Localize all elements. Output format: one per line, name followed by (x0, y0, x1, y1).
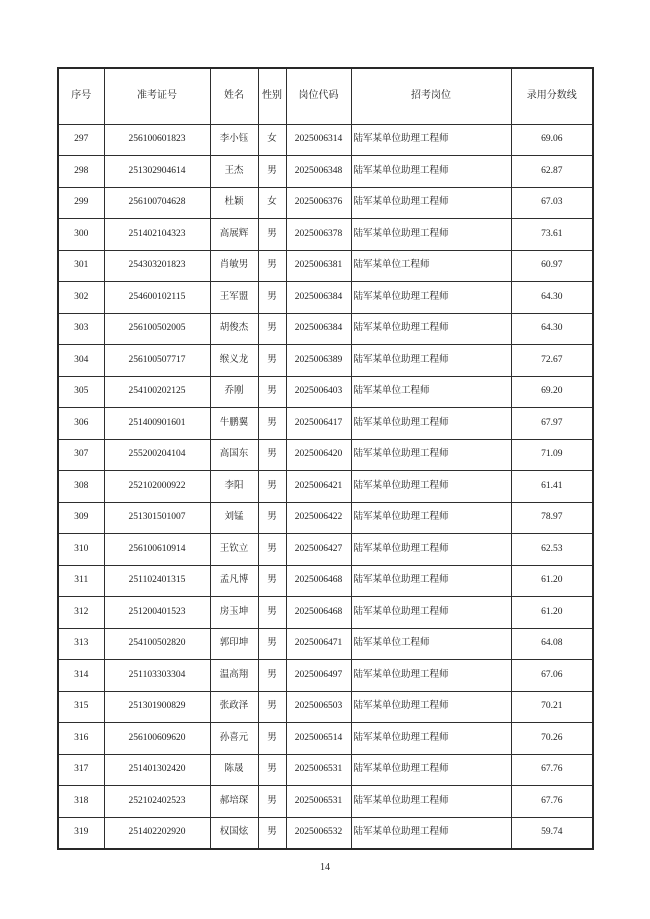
cell-score: 69.20 (511, 376, 593, 408)
cell-name: 李小钰 (210, 124, 258, 156)
table-row (58, 376, 593, 408)
cell-position-title: 陆军某单位助理工程师 (351, 439, 511, 471)
cell-index: 305 (58, 376, 104, 408)
cell-exam-id: 255200204104 (104, 439, 210, 471)
cell-score: 67.76 (511, 754, 593, 786)
cell-name: 乔刚 (210, 376, 258, 408)
cell-position-title: 陆军某单位助理工程师 (351, 660, 511, 692)
cell-position-title: 陆军某单位工程师 (351, 250, 511, 282)
table-row (58, 817, 593, 849)
cell-exam-id: 251402202920 (104, 817, 210, 849)
table-row (58, 565, 593, 597)
cell-position-code: 2025006468 (286, 597, 351, 629)
cell-position-code: 2025006384 (286, 313, 351, 345)
cell-position-title: 陆军某单位助理工程师 (351, 786, 511, 818)
cell-exam-id: 254303201823 (104, 250, 210, 282)
cell-index: 313 (58, 628, 104, 660)
cell-position-title: 陆军某单位工程师 (351, 376, 511, 408)
table-row (58, 282, 593, 314)
table-row (58, 471, 593, 503)
cell-position-title: 陆军某单位工程师 (351, 628, 511, 660)
cell-gender: 男 (258, 250, 286, 282)
cell-gender: 男 (258, 534, 286, 566)
header-cell-name: 姓名 (210, 68, 258, 124)
cell-position-title: 陆军某单位助理工程师 (351, 156, 511, 188)
cell-position-title: 陆军某单位助理工程师 (351, 219, 511, 251)
cell-name: 缑义龙 (210, 345, 258, 377)
cell-exam-id: 256100704628 (104, 187, 210, 219)
cell-gender: 男 (258, 156, 286, 188)
cell-position-title: 陆军某单位助理工程师 (351, 471, 511, 503)
cell-score: 72.67 (511, 345, 593, 377)
cell-index: 316 (58, 723, 104, 755)
cell-score: 61.20 (511, 597, 593, 629)
cell-name: 王钦立 (210, 534, 258, 566)
cell-position-code: 2025006403 (286, 376, 351, 408)
cell-name: 刘锰 (210, 502, 258, 534)
cell-name: 杜颖 (210, 187, 258, 219)
cell-position-title: 陆军某单位助理工程师 (351, 817, 511, 849)
cell-score: 70.26 (511, 723, 593, 755)
cell-name: 郝培琛 (210, 786, 258, 818)
cell-gender: 男 (258, 597, 286, 629)
cell-gender: 女 (258, 124, 286, 156)
cell-index: 312 (58, 597, 104, 629)
table-row (58, 345, 593, 377)
cell-gender: 女 (258, 187, 286, 219)
cell-exam-id: 251301900829 (104, 691, 210, 723)
cell-gender: 男 (258, 313, 286, 345)
cell-gender: 男 (258, 691, 286, 723)
cell-gender: 男 (258, 376, 286, 408)
cell-index: 300 (58, 219, 104, 251)
cell-position-title: 陆军某单位助理工程师 (351, 313, 511, 345)
cell-index: 317 (58, 754, 104, 786)
cell-gender: 男 (258, 502, 286, 534)
cell-index: 309 (58, 502, 104, 534)
cell-score: 61.41 (511, 471, 593, 503)
cell-index: 319 (58, 817, 104, 849)
cell-score: 62.87 (511, 156, 593, 188)
cell-gender: 男 (258, 408, 286, 440)
table-row (58, 187, 593, 219)
cell-index: 315 (58, 691, 104, 723)
cell-name: 权国炫 (210, 817, 258, 849)
cell-gender: 男 (258, 660, 286, 692)
table-row (58, 502, 593, 534)
cell-index: 303 (58, 313, 104, 345)
cell-score: 59.74 (511, 817, 593, 849)
cell-gender: 男 (258, 754, 286, 786)
cell-score: 71.09 (511, 439, 593, 471)
cell-index: 310 (58, 534, 104, 566)
cell-position-code: 2025006468 (286, 565, 351, 597)
table-header (58, 68, 593, 124)
cell-position-code: 2025006532 (286, 817, 351, 849)
cell-name: 高展辉 (210, 219, 258, 251)
table-row (58, 156, 593, 188)
header-row (58, 68, 593, 124)
table-row (58, 628, 593, 660)
cell-gender: 男 (258, 628, 286, 660)
cell-position-title: 陆军某单位助理工程师 (351, 691, 511, 723)
cell-exam-id: 251102401315 (104, 565, 210, 597)
cell-score: 67.03 (511, 187, 593, 219)
cell-position-code: 2025006531 (286, 754, 351, 786)
cell-gender: 男 (258, 439, 286, 471)
cell-exam-id: 256100502005 (104, 313, 210, 345)
cell-position-code: 2025006376 (286, 187, 351, 219)
cell-position-title: 陆军某单位助理工程师 (351, 754, 511, 786)
cell-exam-id: 251401302420 (104, 754, 210, 786)
cell-position-code: 2025006314 (286, 124, 351, 156)
cell-score: 62.53 (511, 534, 593, 566)
cell-position-code: 2025006531 (286, 786, 351, 818)
cell-gender: 男 (258, 565, 286, 597)
cell-name: 孙喜元 (210, 723, 258, 755)
cell-position-code: 2025006422 (286, 502, 351, 534)
cell-name: 房玉坤 (210, 597, 258, 629)
cell-index: 301 (58, 250, 104, 282)
cell-position-code: 2025006378 (286, 219, 351, 251)
cell-position-title: 陆军某单位助理工程师 (351, 597, 511, 629)
table-row (58, 439, 593, 471)
cell-position-code: 2025006420 (286, 439, 351, 471)
cell-index: 318 (58, 786, 104, 818)
cell-position-title: 陆军某单位助理工程师 (351, 723, 511, 755)
table-row (58, 313, 593, 345)
cell-name: 郭印坤 (210, 628, 258, 660)
cell-score: 64.08 (511, 628, 593, 660)
cell-position-title: 陆军某单位助理工程师 (351, 124, 511, 156)
cell-index: 314 (58, 660, 104, 692)
table-row (58, 597, 593, 629)
cell-position-code: 2025006381 (286, 250, 351, 282)
cell-name: 牛鹏翼 (210, 408, 258, 440)
cell-position-code: 2025006503 (286, 691, 351, 723)
header-cell-index: 序号 (58, 68, 104, 124)
cell-position-code: 2025006514 (286, 723, 351, 755)
cell-score: 73.61 (511, 219, 593, 251)
cell-position-title: 陆军某单位助理工程师 (351, 187, 511, 219)
table-body (58, 124, 593, 849)
cell-gender: 男 (258, 817, 286, 849)
cell-score: 67.97 (511, 408, 593, 440)
cell-exam-id: 254600102115 (104, 282, 210, 314)
cell-exam-id: 254100502820 (104, 628, 210, 660)
header-cell-exam-id: 准考证号 (104, 68, 210, 124)
cell-score: 64.30 (511, 313, 593, 345)
cell-position-title: 陆军某单位助理工程师 (351, 345, 511, 377)
cell-name: 高国东 (210, 439, 258, 471)
cell-name: 张政泽 (210, 691, 258, 723)
cell-index: 308 (58, 471, 104, 503)
cell-exam-id: 251200401523 (104, 597, 210, 629)
table-row (58, 660, 593, 692)
cell-name: 王军盟 (210, 282, 258, 314)
cell-score: 78.97 (511, 502, 593, 534)
cell-name: 肖敏男 (210, 250, 258, 282)
cell-exam-id: 252102000922 (104, 471, 210, 503)
cell-exam-id: 256100601823 (104, 124, 210, 156)
table-row (58, 786, 593, 818)
cell-exam-id: 256100609620 (104, 723, 210, 755)
cell-score: 67.06 (511, 660, 593, 692)
table-row (58, 754, 593, 786)
cell-gender: 男 (258, 345, 286, 377)
cell-exam-id: 251302904614 (104, 156, 210, 188)
cell-score: 61.20 (511, 565, 593, 597)
cell-name: 李阳 (210, 471, 258, 503)
cell-name: 温高翔 (210, 660, 258, 692)
cell-gender: 男 (258, 786, 286, 818)
cell-score: 64.30 (511, 282, 593, 314)
cell-position-code: 2025006497 (286, 660, 351, 692)
cell-exam-id: 252102402523 (104, 786, 210, 818)
cell-position-code: 2025006384 (286, 282, 351, 314)
header-cell-gender: 性别 (258, 68, 286, 124)
header-cell-position-title: 招考岗位 (351, 68, 511, 124)
cell-gender: 男 (258, 219, 286, 251)
page-number: 14 (320, 862, 330, 873)
cell-index: 304 (58, 345, 104, 377)
cell-exam-id: 256100610914 (104, 534, 210, 566)
cell-index: 298 (58, 156, 104, 188)
cell-gender: 男 (258, 471, 286, 503)
cell-gender: 男 (258, 282, 286, 314)
cell-position-code: 2025006471 (286, 628, 351, 660)
cell-position-title: 陆军某单位助理工程师 (351, 408, 511, 440)
cell-position-title: 陆军某单位助理工程师 (351, 282, 511, 314)
cell-index: 297 (58, 124, 104, 156)
table-row (58, 219, 593, 251)
cell-name: 王杰 (210, 156, 258, 188)
header-cell-position-code: 岗位代码 (286, 68, 351, 124)
cell-name: 陈晟 (210, 754, 258, 786)
cell-position-title: 陆军某单位助理工程师 (351, 502, 511, 534)
table-row (58, 534, 593, 566)
cell-index: 299 (58, 187, 104, 219)
cell-name: 孟凡博 (210, 565, 258, 597)
cell-score: 60.97 (511, 250, 593, 282)
cell-position-code: 2025006417 (286, 408, 351, 440)
cell-position-code: 2025006348 (286, 156, 351, 188)
table-row (58, 691, 593, 723)
cell-score: 70.21 (511, 691, 593, 723)
cell-exam-id: 251400901601 (104, 408, 210, 440)
table-row (58, 723, 593, 755)
table-row (58, 250, 593, 282)
cell-exam-id: 256100507717 (104, 345, 210, 377)
cell-score: 69.06 (511, 124, 593, 156)
cell-exam-id: 254100202125 (104, 376, 210, 408)
table-row (58, 124, 593, 156)
cell-index: 307 (58, 439, 104, 471)
cell-position-title: 陆军某单位助理工程师 (351, 565, 511, 597)
cell-index: 306 (58, 408, 104, 440)
cell-name: 胡俊杰 (210, 313, 258, 345)
cell-position-title: 陆军某单位助理工程师 (351, 534, 511, 566)
cell-index: 302 (58, 282, 104, 314)
cell-position-code: 2025006427 (286, 534, 351, 566)
cell-exam-id: 251301501007 (104, 502, 210, 534)
cell-exam-id: 251103303304 (104, 660, 210, 692)
cell-position-code: 2025006421 (286, 471, 351, 503)
admission-score-table (57, 67, 594, 850)
cell-gender: 男 (258, 723, 286, 755)
header-cell-score: 录用分数线 (511, 68, 593, 124)
cell-exam-id: 251402104323 (104, 219, 210, 251)
cell-score: 67.76 (511, 786, 593, 818)
table-row (58, 408, 593, 440)
cell-index: 311 (58, 565, 104, 597)
cell-position-code: 2025006389 (286, 345, 351, 377)
